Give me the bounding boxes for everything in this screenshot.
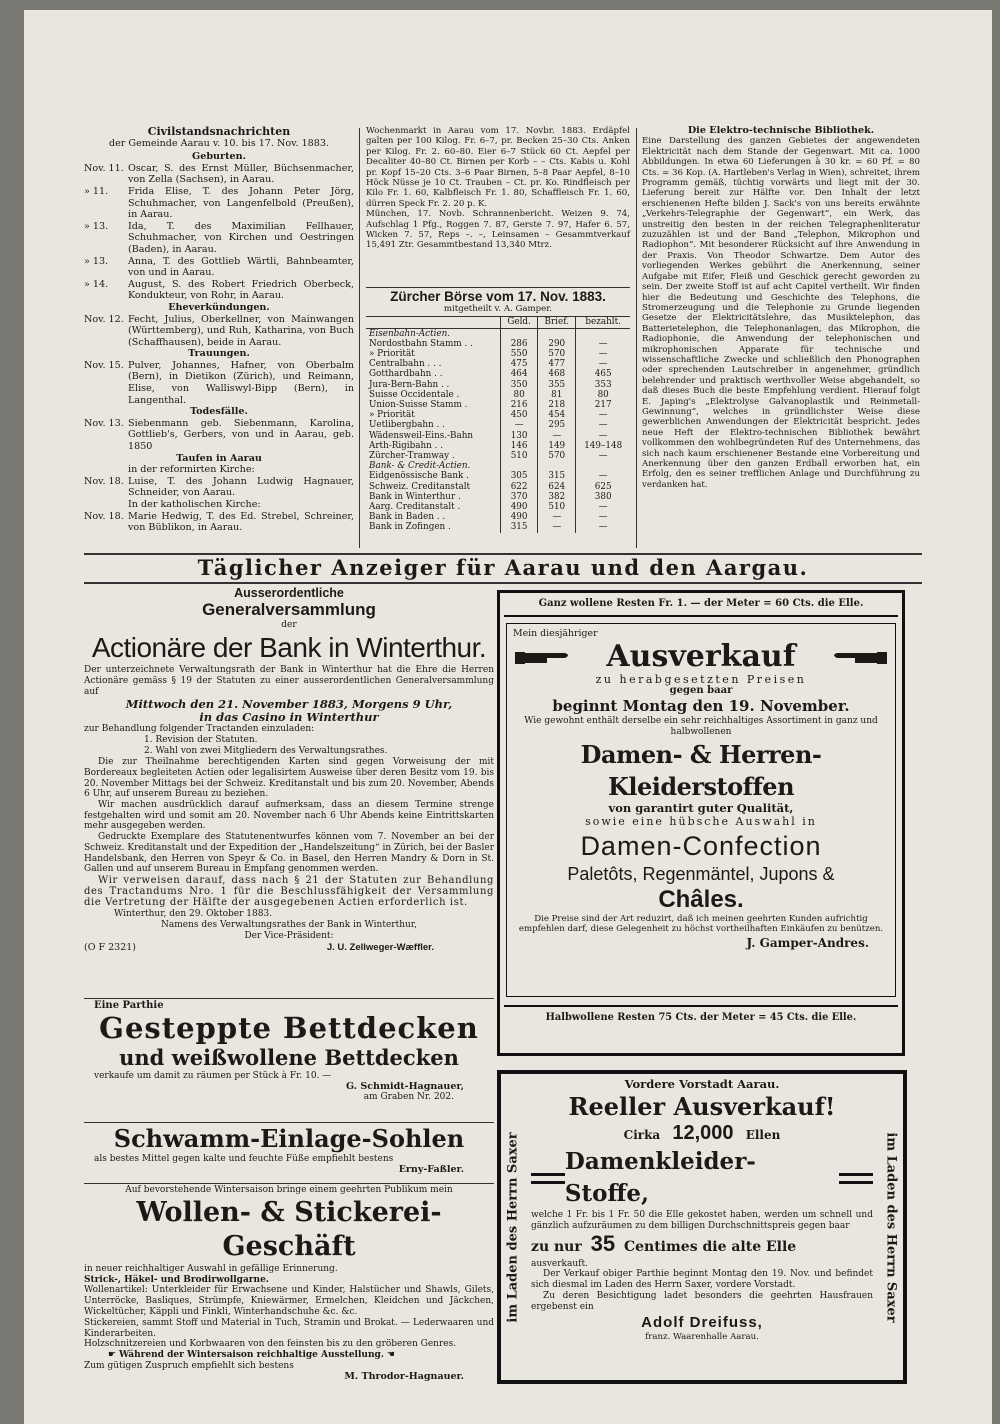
reeller-line7: ausverkauft. — [531, 1258, 588, 1269]
boerse-cell: 350 — [501, 380, 538, 390]
ausverkauf-line8: von garantirt guter Qualität, — [608, 800, 794, 815]
reeller-line5: welche 1 Fr. bis 1 Fr. 50 die Elle gekostet haben, werden um schnell und gänzlich aufzuräumen zu dem billigen Durchschnittspreis gegen baar — [531, 1210, 873, 1231]
boerse-header-row — [366, 317, 630, 328]
boerse-row — [366, 390, 630, 400]
hand-pointer-right-icon — [513, 645, 573, 669]
market-report: Wochenmarkt in Aarau vom 17. Novbr. 1883. Erdäpfel galten per 100 Kilog. Fr. 6–7, pr. Becken 25–30 Cts. Anken per Kilog. Fr. 2. 60–80. Eier 6–7 Stück 60 Ct. Aepfel per Decaliter 40–80 Ct. Birnen per Korb – – Cts. Kabis u. Kohl pr. Kopf 15–20 Cts. 3–6 Paar Birnen, 5–8 Paar Aepfel, 8–10 Höck Nüsse je 10 Ct. Trauben – Ct. pr. Ko. Rindfleisch per Kilo Fr. 1. 60, Kalbfleisch Fr. 1. 80, Schaffleisch Fr. 1. 60, dürren Speck Fr. 2. 20 p. K. — [366, 126, 630, 209]
boerse-cell: — — [576, 339, 630, 349]
bank-p2: zur Behandlung folgender Tractanden einzuladen: — [84, 723, 315, 734]
civil-entry-date: » 11. — [84, 185, 109, 197]
boerse-cell: 149–148 — [576, 441, 630, 451]
civil-entry — [84, 163, 354, 186]
boerse-group-heading: Bank- & Credit-Actien. — [369, 461, 471, 472]
civil-entry — [84, 476, 354, 499]
boerse-cell: Uetlibergbahn . . — [369, 420, 445, 431]
wollen-ad — [84, 1185, 494, 1383]
boerse-cell: Schweiz. Creditanstalt — [369, 481, 471, 492]
boerse-cell: — — [576, 522, 630, 532]
hand-pointer-left-icon — [829, 645, 889, 669]
wollen-line5: Wollenartikel: Unterkleider für Erwachsene und Kinder, Halstücher und Shawls, Gilets, Unterröcke, Basliques, Strümpfe, Kniewärmer, Ermelchen, Kleidchen und Jäckchen, Wickeltücher, Käppli und Finkli, Winterhandschuhe &c. &c. — [84, 1285, 494, 1317]
civil-entry-date: Nov. 18. — [84, 510, 124, 522]
elektro-text: Eine Darstellung des ganzen Gebietes der angewendeten Elektricität nach dem Stande der Gegenwart. Mit ca. 1000 Abbildungen. In etwa 60 Lieferungen à 30 kr. = 60 Pf. = 80 Cts. = 36 Kop. (A. Hartleben's Verlag in Wien), schreitet, ihrem Programm gemäß, tüchtig vorwärts und liegt mit der 30. Lieferung bereit zur Hälfte vor. Den Inhalt der letzt erschienenen Hefte bilden J. Sack's von uns bereits erwähnte „Verkehrs-Telegraphie der Gegenwart“, ein Werk, das unstreitig den besten in der reichen Telegraphenliteratur zuzuzählen ist und der Band „Telephon, Mikrophon und Radiophon“. Mit besonderer Rücksicht auf ihre Anwendung in der Praxis. Von Theodor Schwartze. Dem Autor des vorliegenden Werkes gebührt die Anerkennung, seiner Aufgabe mit Eifer, Fleiß und Geschick gerecht geworden zu sein. Der zweite Stoff ist auf acht Capitel vertheilt. Wir finden hier die Bedeutung und Geschichte des Telephons, die Stromerzeugung und die Telephonie zu Grunde liegenden Gesetze der Elektricitätslehre, das Musiktelephon, das Batterietelephon, die Telephonanlagen, das Mikrophon, die Radiophonie, die Anwendung der telephonischen und mikrophonischen Apparate für technische und wissenschaftliche Zwecke und schließlich den Phonographen oder sprechenden Lautschreiber in angenehmer, gründlich belehrender und praktisch werthvoller Weise abgehandelt, so daß dieses Buch die beste Empfehlung verdient. Hierauf folgt E. Japing's „Elektrolyse Galvanoplastik und Reinmetall-Gewinnung“, welches in gründlichster Weise diese gewerblichen Anwendungen der Elektricität bespricht. Jedes neue Heft der Elektro-technischen Bibliothek bewährt vollkommen den wohlbegründeten Ruf des Unternehmens, das sich nach kaum erschienener Bestande eine Vorbereitung und Anerkennung über den ganzen Erdball erworben hat, ein Erfolg, den es seiner trefflichen Anlage und Durchführung zu verdanken hat. — [642, 136, 920, 490]
divider — [366, 287, 630, 288]
boerse-cell: 465 — [576, 369, 630, 379]
sohlen-line2: als bestes Mittel gegen kalte und feuchte Füße empfiehlt bestens — [94, 1154, 394, 1164]
boerse-cell: Brief. — [538, 317, 576, 328]
boerse-group-heading: Eisenbahn-Actien. — [369, 328, 451, 339]
ausverkauf-bottom: Halbwollene Resten 75 Cts. der Meter = 45 Cts. die Elle. — [504, 1005, 898, 1029]
boerse-cell: — — [576, 451, 630, 461]
boerse-cell: 353 — [576, 380, 630, 390]
civil-section-heading: Taufen in Aarau — [176, 452, 262, 464]
reeller-line9: Zu deren Besichtigung ladet besonders die geehrten Hausfrauen ergebenst ein — [531, 1290, 873, 1312]
civil-entry-text: Frida Elise, T. des Johann Peter Jörg, Schuhmacher, von Langenfelbold (Preußen), in Aarau. — [128, 185, 354, 221]
civil-entry-text: Ida, T. des Maximilian Fellhauer, Schuhmacher, von Kirchen und Oestringen (Baden), in Aarau. — [128, 220, 354, 255]
reeller-ellen: Ellen — [745, 1128, 781, 1142]
ausverkauf-top: Ganz wollene Resten Fr. 1. — der Meter = 60 Cts. die Elle. — [504, 593, 898, 617]
civil-entry-text: Luise, T. des Johann Ludwig Hagnauer, Schneider, von Aarau. — [128, 475, 354, 499]
ausverkauf-inner — [506, 623, 896, 997]
wollen-signature: M. Throdor-Hagnauer. — [344, 1370, 464, 1382]
boerse-cell: 370 — [501, 492, 538, 502]
divider — [84, 1122, 494, 1123]
boerse-cell: 315 — [501, 522, 538, 532]
civil-entry — [84, 511, 354, 534]
bank-t1: 1. Revision der Statuten. — [144, 734, 258, 745]
boerse-cell: Aarg. Creditanstalt . — [369, 502, 461, 513]
ausverkauf-line10: Damen-Confection — [580, 831, 822, 861]
newspaper-page — [24, 10, 992, 1424]
betten-signature: G. Schmidt-Hagnauer, — [346, 1081, 464, 1092]
boerse-row — [366, 522, 630, 532]
boerse-cell: 146 — [501, 441, 538, 451]
civil-title: Civilstandsnachrichten — [147, 125, 291, 138]
divider — [84, 998, 494, 999]
civil-entry-text: Siebenmann geb. Siebenmann, Karolina, Gottlieb's, Gerbers, von und in Aarau, geb. 1850 — [128, 417, 354, 453]
ausverkauf-signature: J. Gamper-Andres. — [746, 936, 869, 950]
boerse-cell: — — [538, 512, 576, 522]
boerse-subtitle: mitgetheilt v. A. Gamper. — [443, 304, 553, 314]
boerse-table — [366, 316, 630, 532]
boerse-cell: 475 — [501, 359, 538, 369]
boerse-block — [366, 289, 630, 533]
boerse-cell: Jura-Bern-Bahn . . — [369, 379, 450, 390]
sohlen-signature: Erny-Faßler. — [398, 1164, 464, 1175]
civil-entry-date — [84, 499, 128, 511]
betten-line3: und weißwollene Bettdecken — [119, 1045, 459, 1070]
rule-ornament — [531, 1173, 565, 1184]
bank-signature: J. U. Zellweger-Wæffler. — [326, 942, 434, 954]
boerse-cell: Eidgenössische Bank . — [369, 471, 469, 482]
civil-column — [84, 126, 354, 534]
civil-entry — [84, 221, 354, 256]
boerse-cell: 510 — [501, 451, 538, 461]
boerse-cell: 477 — [538, 359, 576, 369]
boerse-row — [366, 471, 630, 481]
civil-entry — [84, 256, 354, 279]
boerse-cell: Wädensweil-Eins.-Bahn — [369, 430, 474, 441]
reeller-ad — [497, 1070, 907, 1384]
boerse-cell: Nordostbahn Stamm . . — [369, 338, 473, 349]
reeller-signature2: franz. Waarenhalle Aarau. — [645, 1331, 759, 1342]
reeller-line8: Der Verkauf obiger Parthie beginnt Montag den 19. Nov. und befindet sich diesmal im Laden des Herrn Saxer, vordere Vorstadt. — [531, 1269, 873, 1291]
civil-entry-text: Pulver, Johannes, Hafner, von Oberbalm (Bern), in Dietikon (Zürich), und Reimann, Elise, von Walliswyl-Bipp (Bern), in Langenthal. — [128, 359, 354, 406]
reeller-side-left: im Laden des Herrn Saxer — [505, 1131, 521, 1323]
civil-entry-date: Nov. 12. — [84, 313, 124, 325]
boerse-cell: Gotthardbahn . . — [369, 369, 443, 380]
civil-entry-text: Fecht, Julius, Oberkellner, von Mainwangen (Württemberg), und Ruh, Katharina, von Buch (Schaffhausen), beide in Aarau. — [128, 313, 354, 348]
boerse-cell: Suisse Occidentale . — [369, 389, 460, 400]
reeller-cirka: Cirka — [623, 1128, 661, 1142]
boerse-cell: 80 — [501, 390, 538, 400]
civil-entry — [84, 360, 354, 406]
boerse-row — [366, 400, 630, 410]
boerse-cell: 218 — [538, 400, 576, 410]
market-column — [366, 126, 630, 251]
hand-pointer-right-icon: ☛ — [108, 1350, 117, 1361]
civil-entry-text: Marie Hedwig, T. des Ed. Strebel, Schreiner, von Büblikon, in Aarau. — [128, 510, 354, 534]
boerse-cell: 490 — [501, 502, 538, 512]
boerse-title: Zürcher Börse vom 17. Nov. 1883. — [390, 289, 606, 304]
reeller-zu-nur: zu nur — [531, 1238, 582, 1255]
civil-entry-date: » 13. — [84, 255, 109, 267]
masthead: Täglicher Anzeiger für Aarau und den Aargau. — [197, 555, 809, 580]
reeller-price: 35 — [590, 1230, 616, 1256]
boerse-cell: 570 — [538, 451, 576, 461]
civil-entry — [84, 464, 354, 476]
boerse-cell: — — [501, 420, 538, 430]
boerse-cell: 315 — [538, 471, 576, 481]
wollen-line6: Stickereien, sammt Stoff und Material in Tuch, Stramin und Brokat. — Lederwaaren und Kinderarbeiten. — [84, 1317, 494, 1339]
hand-pointer-left-icon: ☚ — [386, 1350, 395, 1361]
betten-ad — [84, 1000, 494, 1102]
boerse-cell: Bank in Zofingen . — [369, 522, 451, 533]
bank-date2: in das Casino in Winterthur — [199, 709, 379, 724]
boerse-cell: Arth-Rigibahn . . — [369, 440, 444, 451]
bank-line1: Ausserordentliche — [234, 586, 344, 600]
boerse-cell: 81 — [538, 390, 576, 400]
civil-entry — [84, 186, 354, 221]
boerse-row — [366, 482, 630, 492]
boerse-cell: 149 — [538, 441, 576, 451]
boerse-cell: 625 — [576, 482, 630, 492]
boerse-cell: Union-Suisse Stamm . — [369, 400, 468, 411]
ausverkauf-line6: Wie gewohnt enthält derselbe ein sehr reichhaltiges Assortiment in ganz und halbwollenen — [524, 715, 878, 737]
boerse-cell: Geld. — [501, 317, 538, 328]
ausverkauf-line12: Châles. — [658, 886, 744, 913]
civil-entry-date: » 14. — [84, 278, 109, 290]
boerse-cell: Zürcher-Tramway . — [369, 451, 455, 462]
boerse-cell: 286 — [501, 339, 538, 349]
boerse-cell: 130 — [501, 431, 538, 441]
boerse-cell: — — [538, 431, 576, 441]
reeller-headline: Reeller Ausverkauf! — [568, 1092, 836, 1121]
civil-entry-text: August, S. des Robert Friedrich Oberbeck, Kondukteur, von Rohr, in Aarau. — [128, 278, 354, 302]
boerse-cell: 624 — [538, 482, 576, 492]
civil-entry — [84, 314, 354, 349]
civil-entry-date — [84, 464, 128, 476]
boerse-row — [366, 420, 630, 430]
boerse-cell: 490 — [501, 512, 538, 522]
boerse-cell: 570 — [538, 349, 576, 359]
wollen-line7: Holzschnitzereien und Korbwaaren von den feinsten bis zu den gröberen Genres. — [84, 1339, 457, 1350]
bank-code: (O F 2321) — [84, 942, 137, 954]
masthead-rule-bottom — [84, 582, 922, 584]
bank-sig1: Namens des Verwaltungsrathes der Bank in Winterthur, — [161, 919, 417, 930]
boerse-cell: » Priorität — [369, 410, 415, 421]
betten-line1: Eine Parthie — [94, 1000, 164, 1011]
boerse-cell: 450 — [501, 410, 538, 420]
boerse-cell: — — [576, 431, 630, 441]
boerse-row — [366, 512, 630, 522]
reeller-quantity: 12,000 — [672, 1122, 734, 1144]
boerse-cell: 295 — [538, 420, 576, 430]
boerse-cell: — — [576, 359, 630, 369]
bank-line2: Generalversammlung — [202, 600, 376, 619]
boerse-cell: — — [576, 410, 630, 420]
wollen-line1: Auf bevorstehende Wintersaison bringe einem geehrten Publikum mein — [125, 1185, 453, 1195]
ausverkauf-line13: Die Preise sind der Art reduzirt, daß ich meinen geehrten Kunden aufrichtig empfehlen darf, diese Gelegenheit zu höchst vortheilhaften Einkäufen zu benützen. — [518, 914, 884, 934]
civil-entry-date: » 13. — [84, 220, 109, 232]
sohlen-ad — [84, 1124, 494, 1175]
civil-entry — [84, 279, 354, 302]
bank-p1: Der unterzeichnete Verwaltungsrath der Bank in Winterthur hat die Ehre die Herren Actionäre gemäss § 19 der Statuten zu einer ausserordentlichen Generalversammlung auf — [84, 665, 494, 697]
civil-entry-text: in der reformirten Kirche: — [128, 464, 255, 476]
ausverkauf-line1: Mein diesjähriger — [513, 628, 598, 639]
ausverkauf-line5: beginnt Montag den 19. November. — [552, 696, 850, 715]
civil-entry-date: Nov. 18. — [84, 475, 124, 487]
bank-p4: Wir machen ausdrücklich darauf aufmerksam, dass an diesem Termine strenge festgehalten wird und somit am 20. November nach 6 Uhr Abends keine Eintrittskarten mehr ausgegeben werden. — [84, 800, 494, 832]
civil-sections — [84, 151, 354, 534]
boerse-cell: 550 — [501, 349, 538, 359]
bank-sig2: Der Vice-Präsident: — [244, 930, 334, 941]
reeller-line1: Vordere Vorstadt Aarau. — [624, 1077, 780, 1091]
betten-address: am Graben Nr. 202. — [363, 1092, 454, 1102]
boerse-cell — [366, 317, 501, 328]
bank-p5: Gedruckte Exemplare des Statutenentwurfes können vom 7. November an bei der Schweiz. Kreditanstalt und der Expedition der „Handelszeitung“ in Zürich, bei der Basler Handelsbank, den Herren von Speyr & Co. in Basel, den Herren Mandry & Dorn in St. Gallen und auf unserem Bureau in Empfang genommen werden. — [84, 832, 494, 875]
boerse-row — [366, 349, 630, 359]
wollen-line9: Zum gütigen Zuspruch empfiehlt sich bestens — [84, 1360, 294, 1371]
boerse-row — [366, 339, 630, 349]
civil-entry-date: Nov. 13. — [84, 417, 124, 429]
boerse-cell: 380 — [576, 492, 630, 502]
elektro-title: Die Elektro-technische Bibliothek. — [687, 125, 875, 136]
boerse-row — [366, 492, 630, 502]
bank-ad — [84, 586, 494, 953]
ausverkauf-headline: Ausverkauf — [606, 638, 796, 674]
boerse-row — [366, 502, 630, 512]
bank-line3: der — [281, 620, 297, 630]
wollen-line3: in neuer reichhaltiger Auswahl in gefällige Erinnerung. — [84, 1263, 338, 1274]
civil-entry-text: Oscar, S. des Ernst Müller, Büchsenmacher, von Zella (Sachsen), in Aarau. — [128, 162, 354, 186]
boerse-row — [366, 431, 630, 441]
civil-entry — [84, 418, 354, 453]
elektro-column — [642, 126, 920, 490]
sohlen-headline: Schwamm-Einlage-Sohlen — [113, 1124, 465, 1153]
reeller-signature: Adolf Dreifuss, — [641, 1313, 763, 1331]
boerse-row — [366, 359, 630, 369]
ausverkauf-ad — [497, 590, 905, 1056]
bank-t2: 2. Wahl von zwei Mitgliedern des Verwaltungsrathes. — [144, 746, 388, 756]
ausverkauf-line3: zu herabgesetzten Preisen — [595, 672, 807, 686]
column-rule — [636, 128, 637, 548]
civil-section-heading: Geburten. — [192, 151, 246, 163]
wollen-line4: Strick-, Häkel- und Brodirwollgarne. — [84, 1274, 269, 1285]
civil-section-heading: Eheverkündungen. — [168, 301, 270, 313]
boerse-cell: 622 — [501, 482, 538, 492]
bank-p6: Wir verweisen darauf, dass nach § 21 der Statuten zur Behandlung des Tractandums Nro. 1 für die Beschlussfähigkeit der Versammlung die Vertretung der Hälfte der ausgegebenen Actien erforderlich ist. — [84, 874, 494, 909]
boerse-cell: 454 — [538, 410, 576, 420]
betten-headline: Gesteppte Bettdecken — [99, 1011, 479, 1045]
civil-entry-text: Anna, T. des Gottlieb Wärtli, Bahnbeamter, von und in Aarau. — [128, 255, 354, 279]
civil-entry-date: Nov. 11. — [84, 162, 124, 174]
column-rule — [359, 128, 360, 548]
boerse-cell: — — [576, 420, 630, 430]
reeller-side-right: im Laden des Herrn Saxer — [883, 1131, 899, 1323]
boerse-cell: 80 — [576, 390, 630, 400]
boerse-row — [366, 451, 630, 461]
boerse-cell: 355 — [538, 380, 576, 390]
reeller-centimes: Centimes die alte Elle — [623, 1238, 797, 1255]
divider — [84, 1183, 494, 1184]
civil-subtitle: der Gemeinde Aarau v. 10. bis 17. Nov. 1883. — [108, 137, 330, 149]
civil-entry — [84, 499, 354, 511]
civil-entry-text: In der katholischen Kirche: — [128, 499, 261, 510]
wollen-headline: Wollen- & Stickerei-Geschäft — [136, 1196, 442, 1262]
bank-date1: Mittwoch den 21. November 1883, Morgens 9 Uhr, — [125, 696, 453, 711]
civil-section-heading: Trauungen. — [188, 348, 250, 360]
boerse-row — [366, 410, 630, 420]
boerse-cell: — — [576, 471, 630, 481]
ausverkauf-line9: sowie eine hübsche Auswahl in — [585, 815, 817, 828]
boerse-cell: » Priorität — [369, 349, 415, 360]
boerse-cell: 305 — [501, 471, 538, 481]
boerse-cell: — — [576, 502, 630, 512]
boerse-cell: Bank in Baden . . — [369, 512, 446, 523]
civil-entry-date: Nov. 15. — [84, 359, 124, 371]
boerse-cell: bezahlt. — [576, 317, 630, 328]
ausverkauf-line7: Damen- & Herren-Kleiderstoffen — [580, 739, 822, 801]
rule-ornament — [839, 1173, 873, 1184]
boerse-row — [366, 441, 630, 451]
betten-line4: verkaufe um damit zu räumen per Stück à Fr. 10. — — [94, 1071, 332, 1081]
boerse-row — [366, 369, 630, 379]
munich-report: München, 17. Novb. Schrannenbericht. Weizen 9. 74, Aufschlag 1 Pfg., Roggen 7. 87, Gerste 7. 97, Hafer 6. 57, Wicken 7. 57, Reps –. –, Leinsamen – Gesammtverkauf 15,491 Ztr. Gesammtbestand 13,340 Mtrz. — [366, 209, 630, 251]
ausverkauf-line4: gegen baar — [669, 685, 733, 696]
bank-headline: Actionäre der Bank in Winterthur. — [91, 632, 487, 664]
boerse-row — [366, 380, 630, 390]
boerse-cell: 382 — [538, 492, 576, 502]
bank-p3: Die zur Theilnahme berechtigenden Karten sind gegen Vorweisung der mit Bordereaux begleiteten Actien oder legalisirtem Ausweise über deren Besitz vom 19. bis 20. November Mittags bei der Schweiz. Kreditanstalt und bis zum 20. November, Abends 6 Uhr, auf unserem Bureau zu beziehen. — [84, 757, 494, 800]
boerse-cell: — — [576, 512, 630, 522]
wollen-line8: Während der Wintersaison reichhaltige Ausstellung. — [118, 1350, 384, 1361]
boerse-cell: 468 — [538, 369, 576, 379]
boerse-cell: 217 — [576, 400, 630, 410]
boerse-cell: — — [538, 522, 576, 532]
civil-section-heading: Todesfälle. — [190, 406, 248, 418]
boerse-cell: 290 — [538, 339, 576, 349]
boerse-cell: 510 — [538, 502, 576, 512]
bank-place: Winterthur, den 29. Oktober 1883. — [114, 908, 273, 919]
boerse-cell: — — [576, 349, 630, 359]
ausverkauf-line11: Paletôts, Regenmäntel, Jupons & — [567, 864, 835, 884]
boerse-cell: Bank in Winterthur . — [369, 491, 461, 502]
boerse-cell: 464 — [501, 369, 538, 379]
boerse-cell: Centralbahn . . . — [369, 359, 442, 370]
boerse-cell: 216 — [501, 400, 538, 410]
reeller-line4: Damenkleider-Stoffe, — [564, 1148, 756, 1207]
